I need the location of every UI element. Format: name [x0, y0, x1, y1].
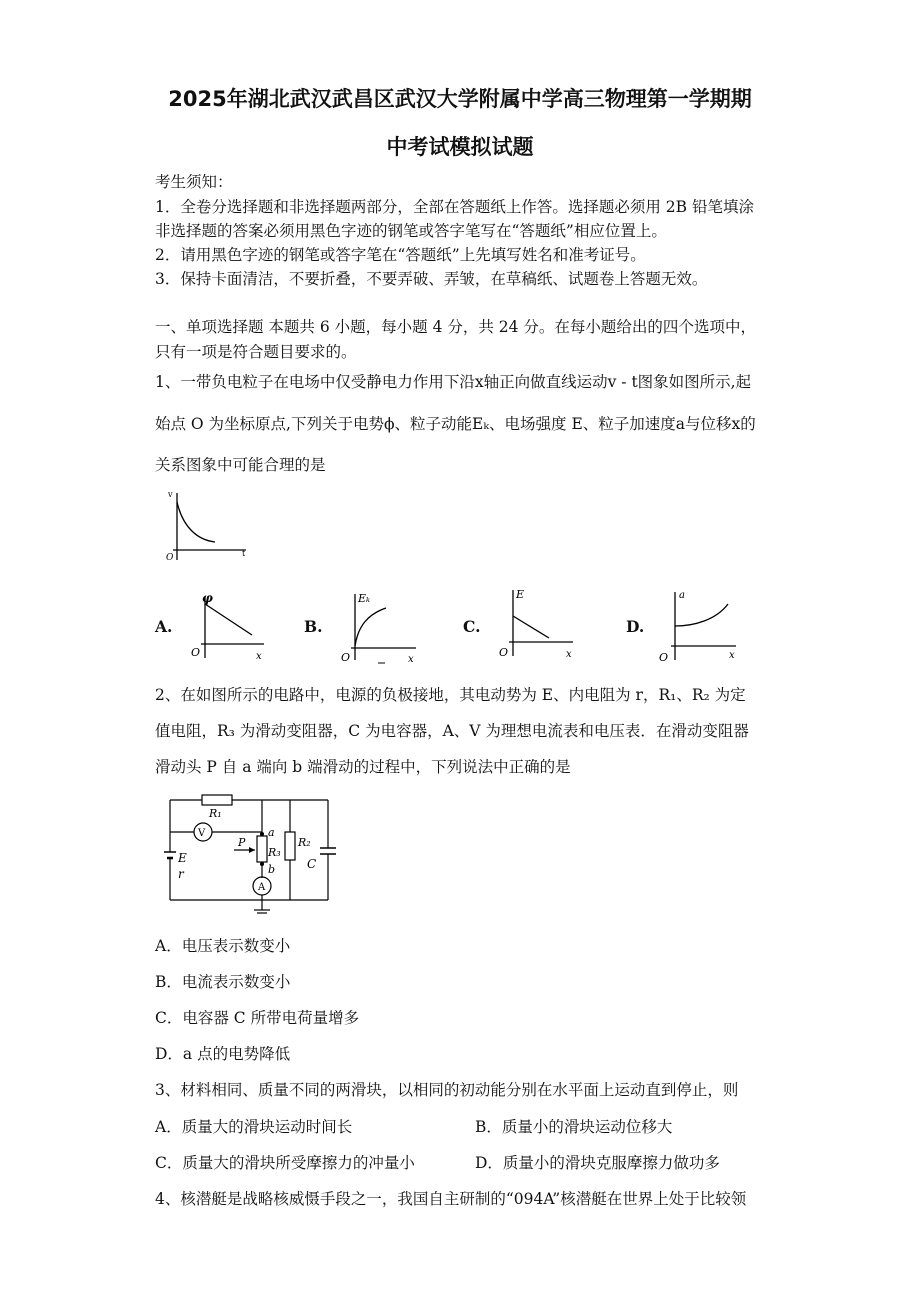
- circuit-diagram: [160, 790, 340, 915]
- svg-text:A: A: [258, 882, 266, 893]
- q1-option-a-label[interactable]: A.: [155, 617, 173, 636]
- q1-stem-cont: 关系图象中可能合理的是: [155, 456, 326, 474]
- q2-stem-cont: 滑动头 P 自 a 端向 b 端滑动的过程中，下列说法中正确的是: [155, 758, 571, 776]
- svg-text:V: V: [198, 828, 206, 839]
- section-heading-cont: 只有一项是符合题目要求的。: [155, 343, 357, 361]
- q1-stem: 1、一带负电粒子在电场中仅受静电力作用下沿x轴正向做直线运动v - t图象如图所示,起: [155, 373, 752, 391]
- option-b-y: Eₖ: [358, 592, 371, 605]
- option-d-origin: O: [659, 651, 669, 664]
- q1-option-b-graph: [338, 588, 423, 668]
- option-d-y: a: [679, 590, 685, 601]
- r1-resistor: [202, 795, 232, 805]
- option-c-origin: O: [499, 646, 509, 659]
- q2-option-a[interactable]: A．电压表示数变小: [155, 937, 291, 955]
- notice-heading: 考生须知：: [155, 173, 233, 191]
- q1-option-b-label[interactable]: B.: [304, 617, 323, 636]
- page-subtitle: 中考试模拟试题: [386, 135, 534, 159]
- q1-option-d-label[interactable]: D.: [626, 617, 645, 636]
- svg-text:R₁: R₁: [209, 807, 222, 820]
- q2-stem: 2、在如图所示的电路中，电源的负极接地，其电动势为 E、内电阻为 r，R₁、R₂ 为定: [155, 686, 746, 704]
- option-c-y: E: [516, 588, 525, 601]
- svg-text:a: a: [268, 826, 275, 839]
- q1-option-c-graph: [495, 586, 580, 664]
- q3-option-b[interactable]: B．质量小的滑块运动位移大: [475, 1118, 673, 1136]
- q2-option-c[interactable]: C．电容器 C 所带电荷量增多: [155, 1009, 360, 1027]
- q2-option-d[interactable]: D．a 点的电势降低: [155, 1045, 291, 1063]
- notice-item: 1．全卷分选择题和非选择题两部分，全部在答题纸上作答。选择题必须用 2B 铅笔填涂: [155, 198, 754, 216]
- q3-option-d[interactable]: D．质量小的滑块克服摩擦力做功多: [475, 1154, 720, 1172]
- vt-origin: O: [166, 553, 174, 563]
- q3-option-a[interactable]: A．质量大的滑块运动时间长: [155, 1118, 353, 1136]
- svg-text:C: C: [307, 857, 317, 871]
- page-title: 2025年湖北武汉武昌区武汉大学附属中学高三物理第一学期期: [168, 87, 752, 111]
- notice-item: 2．请用黑色字迹的钢笔或答字笔在“答题纸”上先填写姓名和准考证号。: [155, 246, 646, 264]
- q1-option-c-label[interactable]: C.: [463, 617, 481, 636]
- option-a-y: φ: [202, 591, 213, 605]
- notice-item: 3．保持卡面清洁，不要折叠，不要弄破、弄皱，在草稿纸、试题卷上答题无效。: [155, 270, 708, 288]
- r2-resistor: [285, 832, 295, 860]
- q3-option-c[interactable]: C．质量大的滑块所受摩擦力的冲量小: [155, 1154, 415, 1172]
- notice-item: 非选择题的答案必须用黑色字迹的钢笔或答字笔写在“答题纸”相应位置上。: [155, 222, 667, 240]
- q4-stem: 4、核潜艇是战略核威慑手段之一，我国自主研制的“094A”核潜艇在世界上处于比较领: [155, 1190, 747, 1208]
- svg-text:R₃: R₃: [268, 846, 281, 859]
- svg-text:P: P: [238, 836, 246, 849]
- svg-text:E: E: [178, 851, 187, 865]
- svg-text:b: b: [268, 863, 276, 876]
- vt-x-label: t: [242, 549, 246, 558]
- q2-option-b[interactable]: B．电流表示数变小: [155, 973, 291, 991]
- q2-stem-cont: 值电阻，R₃ 为滑动变阻器，C 为电容器，A、V 为理想电流表和电压表．在滑动变阻器: [155, 722, 749, 740]
- option-d-x: x: [729, 650, 735, 661]
- option-a-origin: O: [191, 646, 201, 659]
- svg-text:r: r: [178, 867, 184, 881]
- vt-y-label: v: [168, 490, 173, 499]
- section-heading: 一、单项选择题 本题共 6 小题，每小题 4 分，共 24 分。在每小题给出的四个选项中，: [155, 318, 756, 336]
- option-a-x: x: [256, 651, 262, 662]
- option-b-origin: O: [341, 651, 351, 664]
- option-b-x: x: [408, 654, 414, 665]
- svg-text:R₂: R₂: [298, 836, 311, 849]
- q1-stem-cont: 始点 O 为坐标原点,下列关于电势ϕ、粒子动能Eₖ、电场强度 E、粒子加速度a与位移x的: [155, 415, 756, 433]
- q3-stem: 3、材料相同、质量不同的两滑块，以相同的初动能分别在水平面上运动直到停止，则: [155, 1081, 739, 1099]
- vt-graph: [160, 488, 250, 568]
- q1-option-d-graph: [658, 586, 743, 664]
- r3-rheostat: [257, 836, 267, 862]
- option-c-x: x: [566, 649, 572, 660]
- q1-option-a-graph: [186, 590, 271, 665]
